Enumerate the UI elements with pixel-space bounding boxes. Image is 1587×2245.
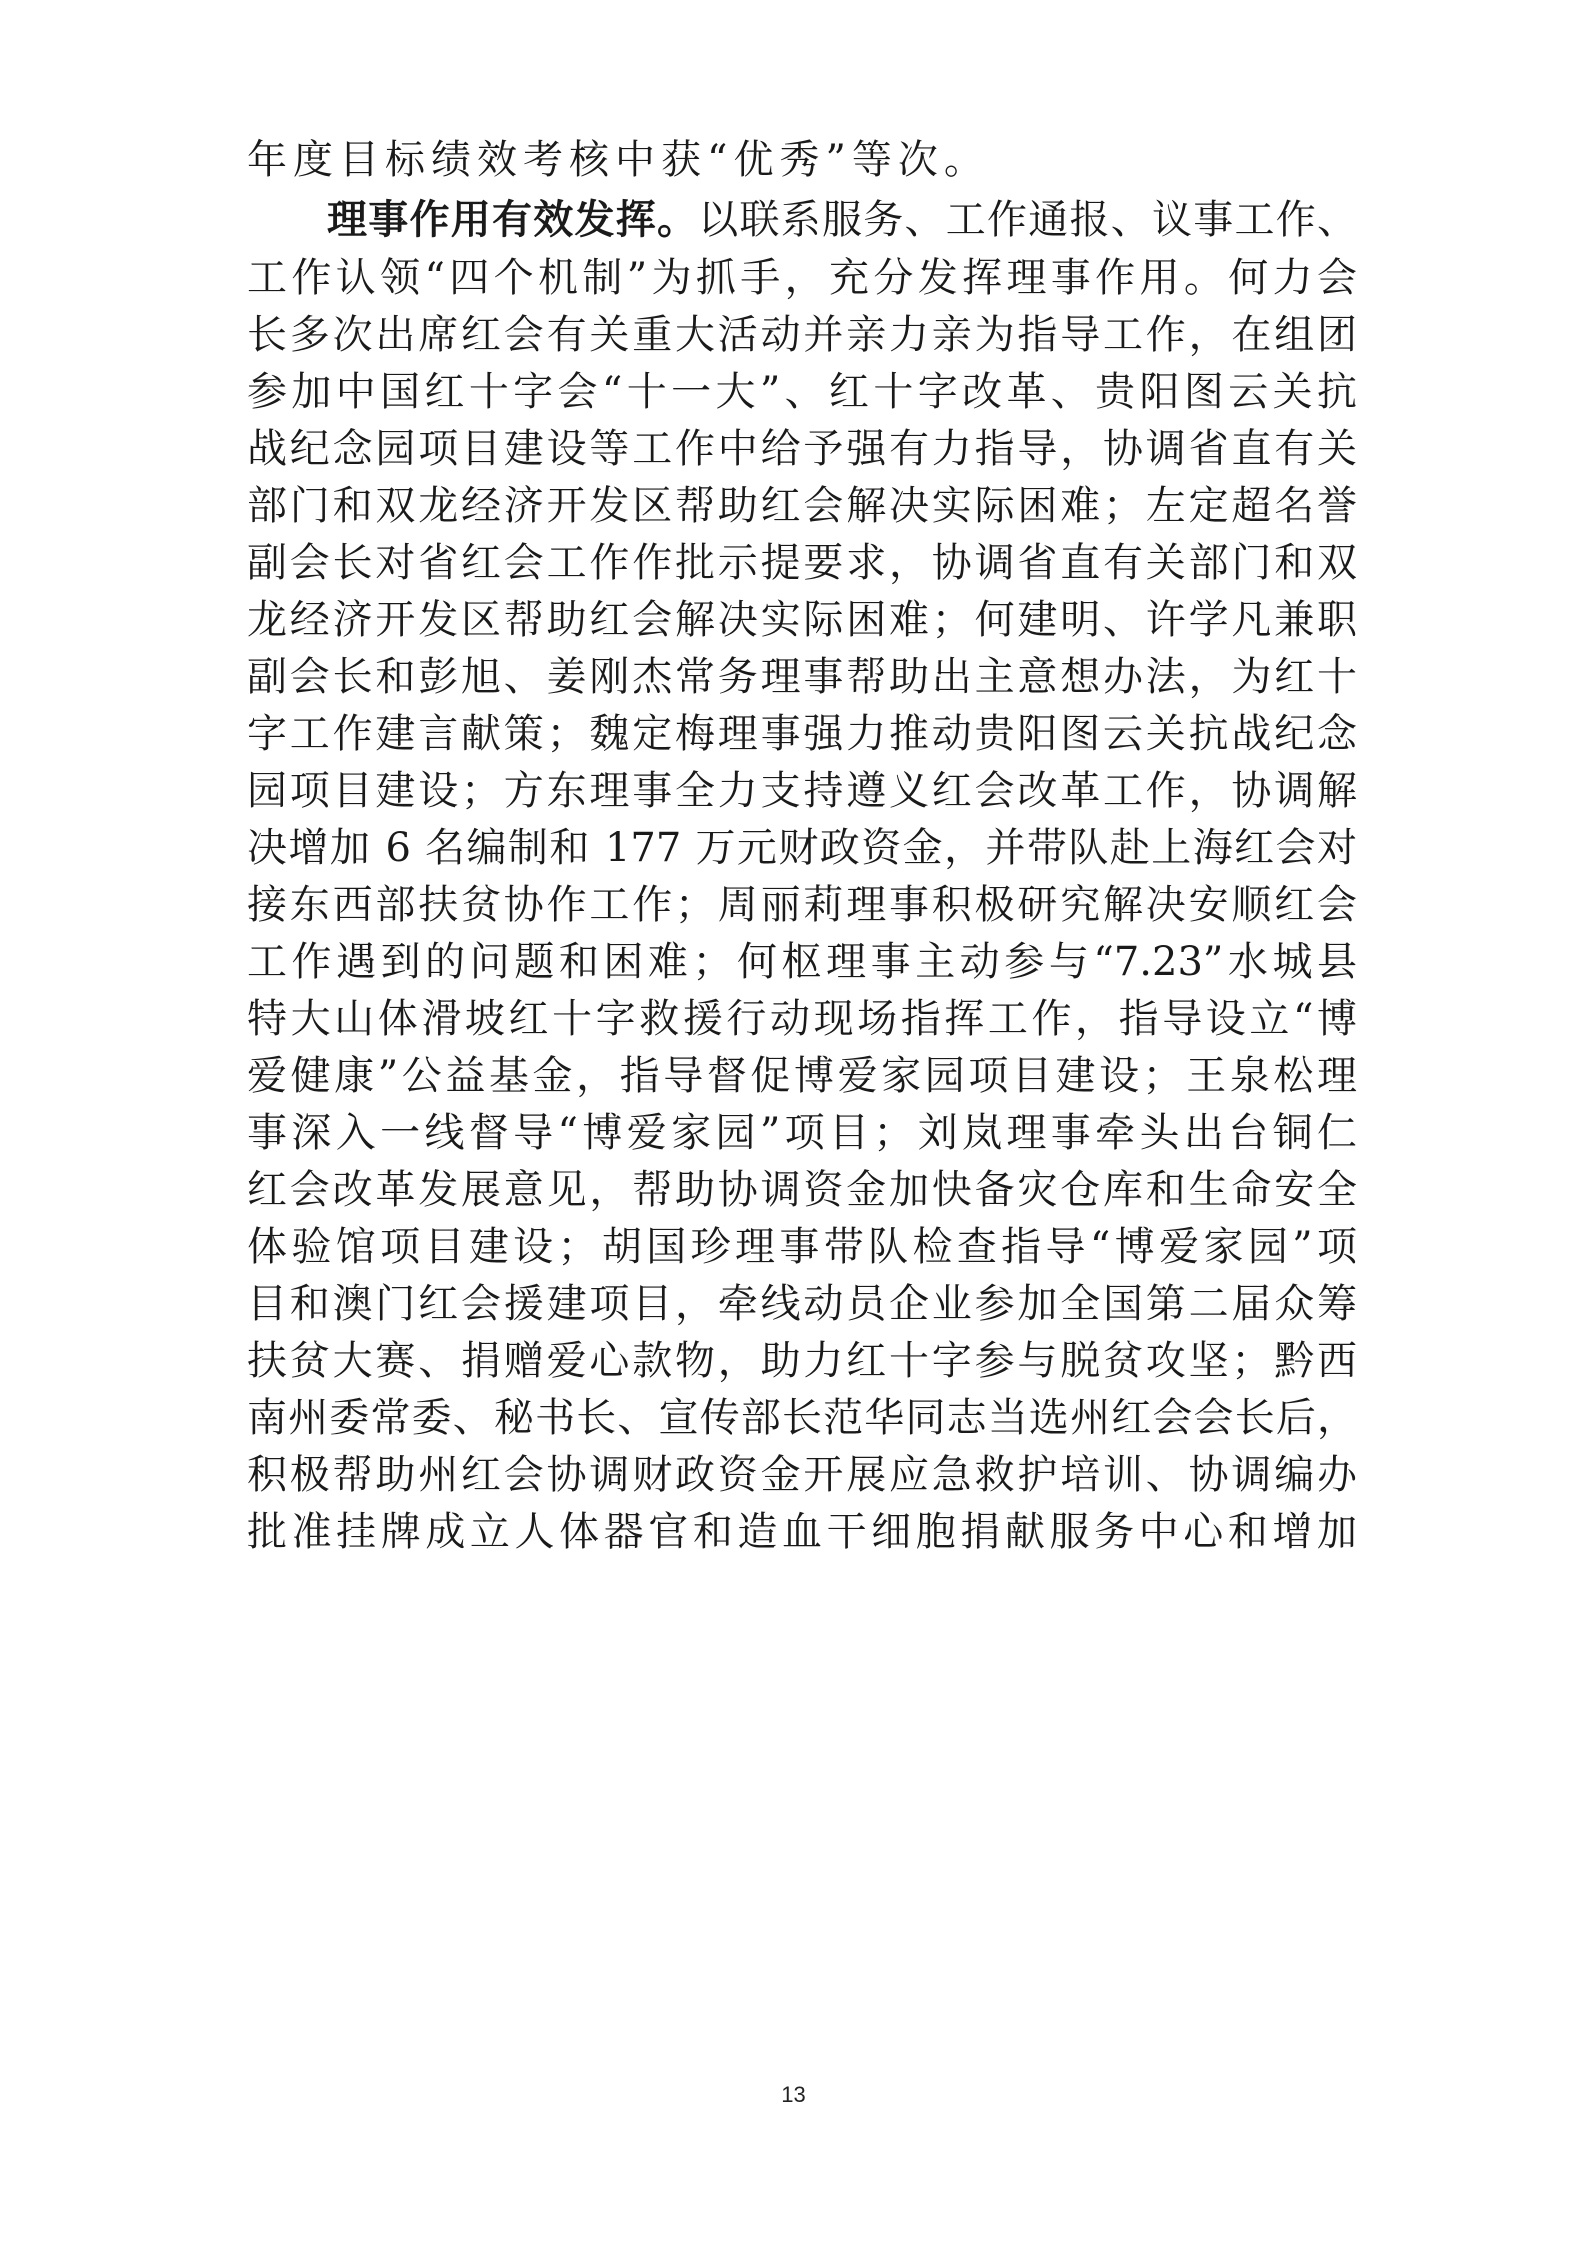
text-line: 战纪念园项目建设等工作中给予强有力指导，协调省直有关 <box>247 426 1357 472</box>
text-line: 决增加 6 名编制和 177 万元财政资金，并带队赴上海红会对 <box>247 825 1357 871</box>
text-line: 爱健康”公益基金，指导督促博爱家园项目建设；王泉松理 <box>247 1053 1357 1099</box>
text-line: 扶贫大赛、捐赠爱心款物，助力红十字参与脱贫攻坚；黔西 <box>247 1338 1357 1384</box>
text-line: 特大山体滑坡红十字救援行动现场指挥工作，指导设立“博 <box>247 996 1357 1042</box>
text-line: 部门和双龙经济开发区帮助红会解决实际困难；左定超名誉 <box>247 483 1357 529</box>
text-line: 工作遇到的问题和困难；何枢理事主动参与“7.23”水城县 <box>247 939 1357 985</box>
text-line: 目和澳门红会援建项目，牵线动员企业参加全国第二届众筹 <box>247 1281 1357 1327</box>
text-line: 年度目标绩效考核中获“优秀”等次。 <box>247 137 990 183</box>
page-number: 13 <box>781 2082 806 2107</box>
text-line: 工作认领“四个机制”为抓手，充分发挥理事作用。何力会 <box>247 255 1357 301</box>
text-line: 接东西部扶贫协作工作；周丽莉理事积极研究解决安顺红会 <box>247 882 1357 928</box>
text-line: 副会长和彭旭、姜刚杰常务理事帮助出主意想办法，为红十 <box>247 654 1357 700</box>
text-line: 红会改革发展意见，帮助协调资金加快备灾仓库和生命安全 <box>247 1167 1357 1213</box>
paragraph-heading: 理事作用有效发挥。 <box>327 197 699 243</box>
text-line: 积极帮助州红会协调财政资金开展应急救护培训、协调编办 <box>247 1452 1357 1498</box>
text-line: 长多次出席红会有关重大活动并亲力亲为指导工作，在组团 <box>247 312 1357 358</box>
text-line: 园项目建设；方东理事全力支持遵义红会改革工作，协调解 <box>247 768 1357 814</box>
text-line: 南州委常委、秘书长、宣传部长范华同志当选州红会会长后， <box>247 1395 1357 1441</box>
text-line: 字工作建言献策；魏定梅理事强力推动贵阳图云关抗战纪念 <box>247 711 1357 757</box>
text-line: 批准挂牌成立人体器官和造血干细胞捐献服务中心和增加 <box>247 1509 1357 1555</box>
text-line: 体验馆项目建设；胡国珍理事带队检查指导“博爱家园”项 <box>247 1224 1357 1270</box>
text-line: 事深入一线督导“博爱家园”项目；刘岚理事牵头出台铜仁 <box>247 1110 1357 1156</box>
text-line: 参加中国红十字会“十一大”、红十字改革、贵阳图云关抗 <box>247 369 1357 415</box>
text-line: 龙经济开发区帮助红会解决实际困难；何建明、许学凡兼职 <box>247 597 1357 643</box>
paragraph-first-line <box>327 190 1357 250</box>
text-line: 副会长对省红会工作作批示提要求，协调省直有关部门和双 <box>247 540 1357 586</box>
paragraph-lead-text: 以联系服务、工作通报、议事工作、 <box>698 197 1357 243</box>
